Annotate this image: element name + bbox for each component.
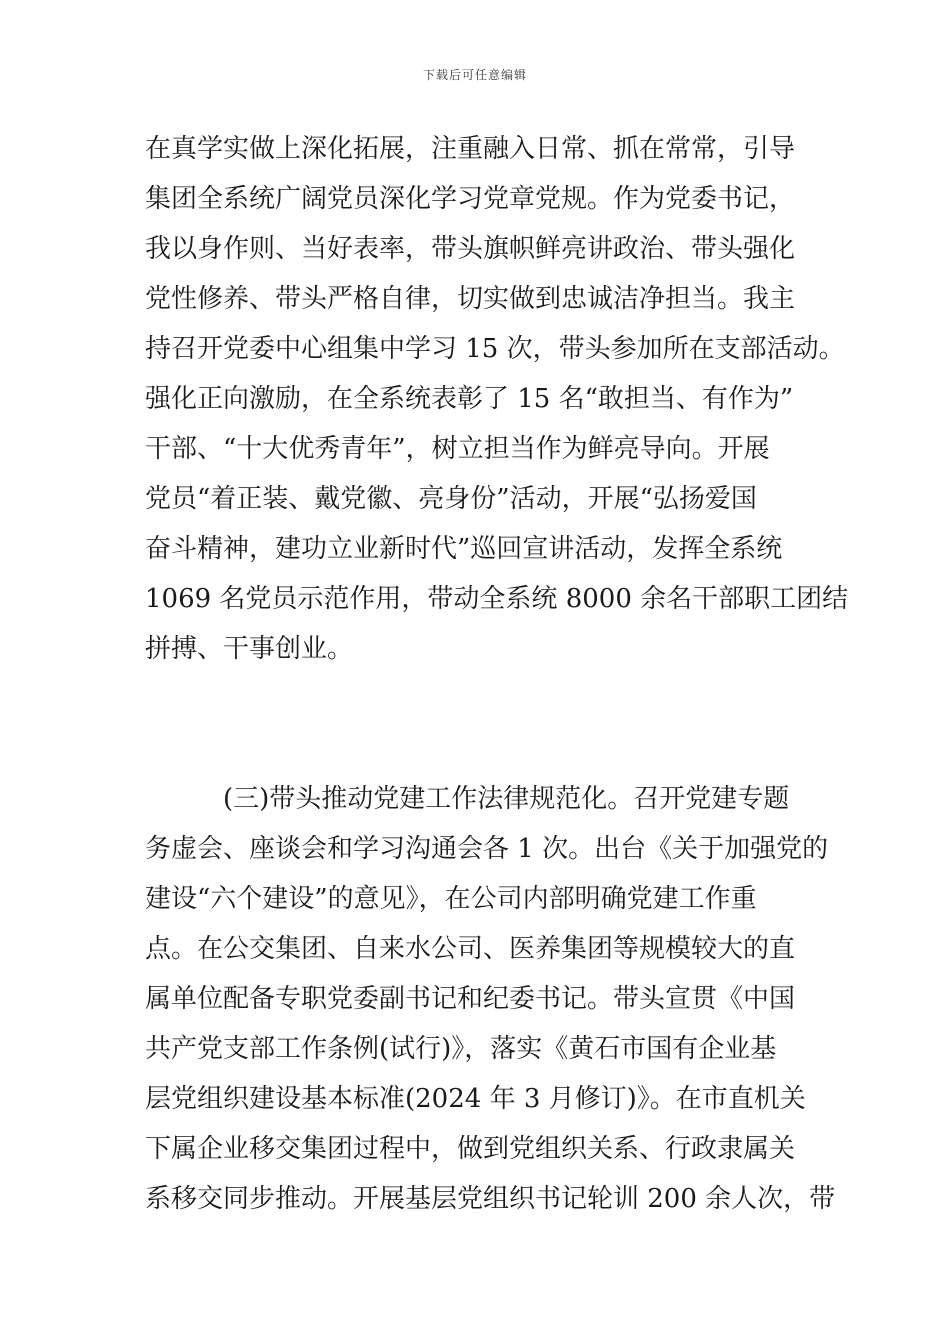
text-line: 点。在公交集团、自来水公司、医养集团等规模较大的直: [145, 934, 796, 964]
page-header: 下载后可任意编辑: [422, 68, 527, 82]
text-line: 系移交同步推动。开展基层党组织书记轮训 200 余人次，带: [145, 1184, 836, 1214]
text-line: 干部、“十大优秀青年”，树立担当作为鲜亮导向。开展: [145, 434, 770, 464]
text-line: 下属企业移交集团过程中，做到党组织关系、行政隶属关: [145, 1134, 796, 1164]
text-line: 党员“着正装、戴党徽、亮身份”活动，开展“弘扬爱国: [145, 484, 757, 514]
text-line: 建设“六个建设”的意见》，在公司内部明确党建工作重: [145, 884, 757, 914]
text-line: 拼搏、干事创业。: [145, 634, 354, 664]
text-line: 集团全系统广阔党员深化学习党章党规。作为党委书记，: [145, 184, 796, 214]
text-line: 强化正向激励，在全系统表彰了 15 名“敢担当、有作为”: [145, 384, 794, 414]
text-line: 我以身作则、当好表率，带头旗帜鲜亮讲政治、带头强化: [145, 234, 796, 264]
text-line: 持召开党委中心组集中学习 15 次，带头参加所在支部活动。: [145, 334, 845, 364]
text-line: 务虚会、座谈会和学习沟通会各 1 次。出台《关于加强党的: [145, 834, 829, 864]
text-line: 奋斗精神，建功立业新时代”巡回宣讲活动，发挥全系统: [145, 534, 783, 564]
text-line: (三)带头推动党建工作法律规范化。召开党建专题: [145, 784, 790, 814]
text-line: 层党组织建设基本标准(2024 年 3 月修订)》。在市直机关: [145, 1084, 806, 1114]
text-line: 共产党支部工作条例(试行)》，落实《黄石市国有企业基: [145, 1034, 777, 1064]
text-line: 属单位配备专职党委副书记和纪委书记。带头宣贯《中国: [145, 984, 796, 1014]
text-line: 1069 名党员示范作用，带动全系统 8000 余名干部职工团结: [145, 584, 849, 614]
text-line: 在真学实做上深化拓展，注重融入日常、抓在常常，引导: [145, 134, 796, 164]
paragraph-2: [145, 774, 836, 1224]
text-line: 党性修养、带头严格自律，切实做到忠诚洁净担当。我主: [145, 284, 796, 314]
paragraph-1: [145, 124, 849, 674]
